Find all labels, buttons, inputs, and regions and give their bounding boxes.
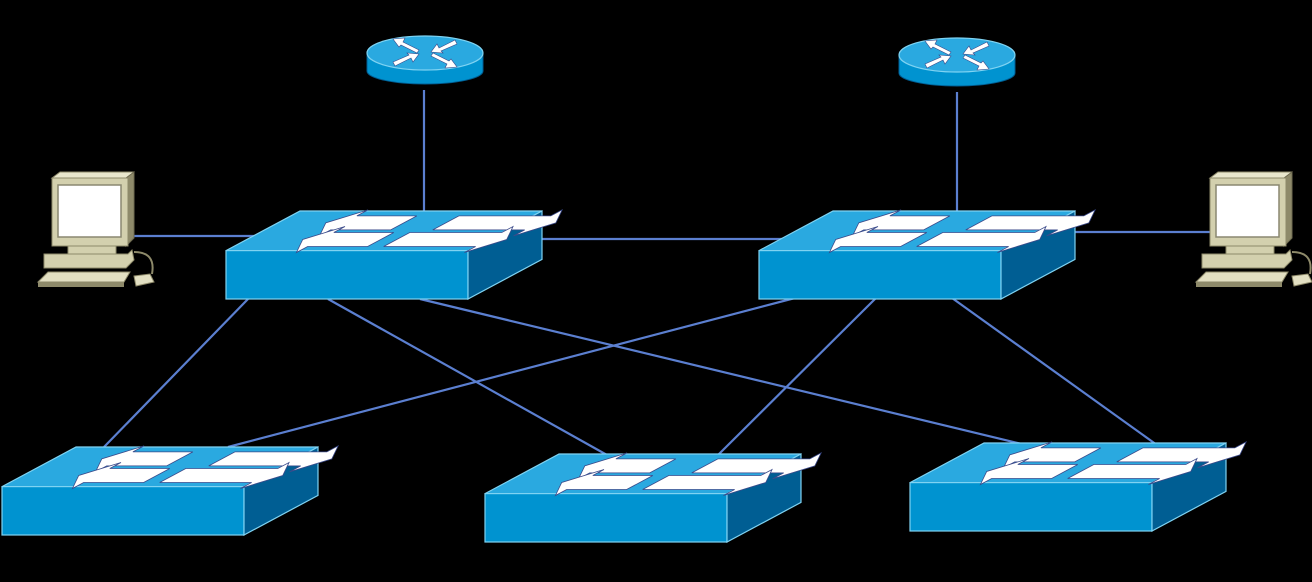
link-core-switch-right-to-access-switch-right: [952, 298, 1157, 445]
core-switch-right[interactable]: [759, 210, 1095, 299]
access-switch-left[interactable]: [2, 446, 338, 535]
nodes-layer: [2, 36, 1312, 542]
link-core-switch-left-to-access-switch-left: [104, 299, 248, 447]
router-right[interactable]: [899, 38, 1015, 86]
access-switch-middle[interactable]: [485, 453, 821, 542]
pc-right[interactable]: [1196, 172, 1312, 287]
router-left[interactable]: [367, 36, 483, 84]
link-core-switch-left-to-access-switch-middle: [328, 299, 607, 455]
computer-icon: [38, 172, 154, 287]
core-switch-left[interactable]: [226, 210, 562, 299]
computer-icon: [1196, 172, 1312, 287]
pc-left[interactable]: [38, 172, 154, 287]
access-switch-right[interactable]: [910, 442, 1246, 531]
